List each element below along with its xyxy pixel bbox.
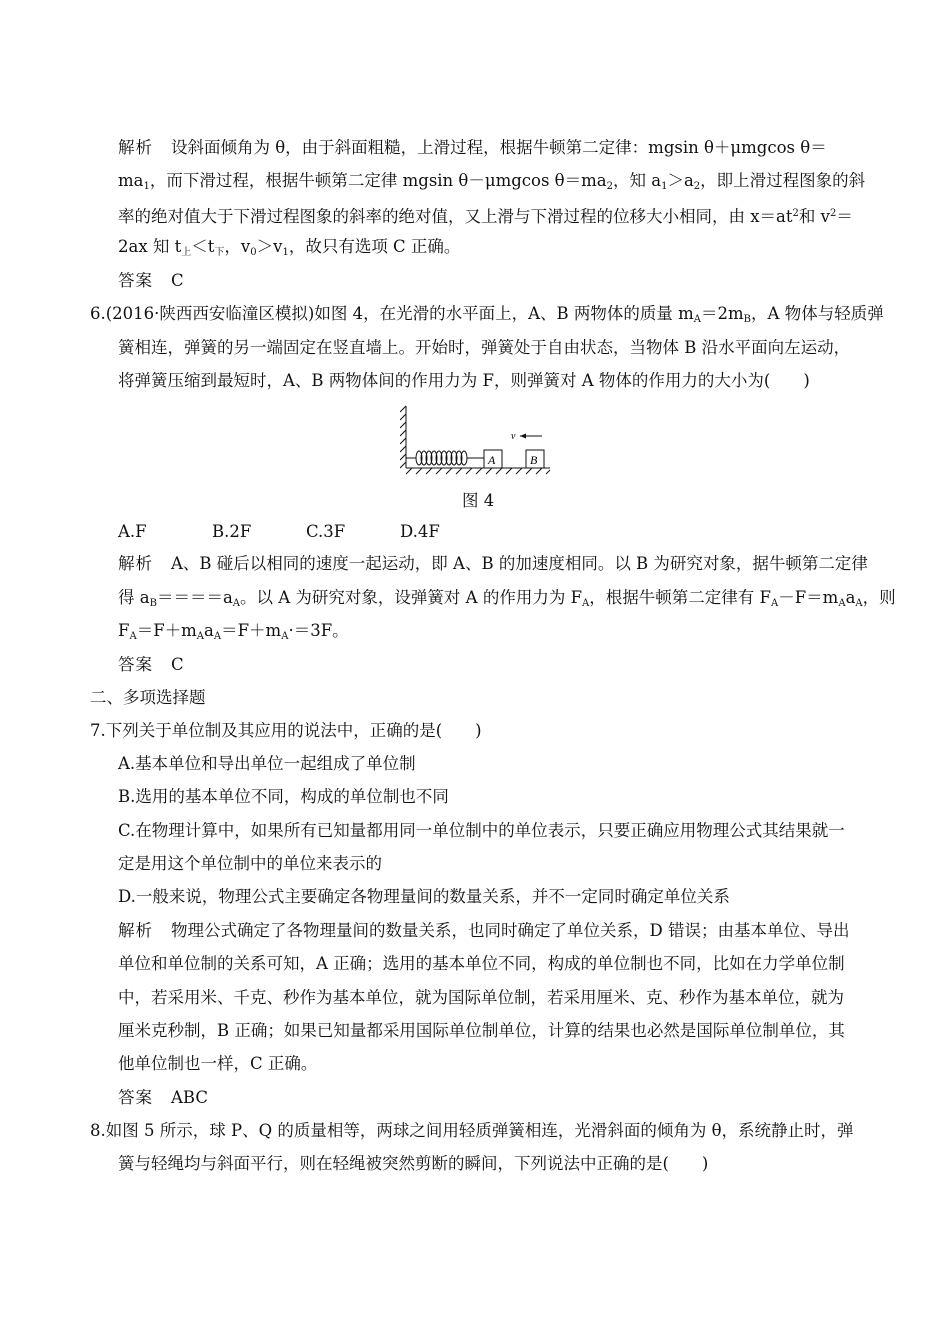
q6-stem-line-1: 6.(2016·陕西西安临潼区模拟)如图 4，在光滑的水平面上，A、B 两物体的质量 $m_A=2m_B$，A 物体与轻质弹 <box>90 304 884 325</box>
q7-analysis-line-3: 中，若采用米、千克、秒作为基本单位，就为国际单位制，若采用厘米、克、秒作为基本单位，就为 <box>118 988 844 1007</box>
q7-analysis-label: 解析 <box>118 921 153 940</box>
q5-analysis-label: 解析 <box>118 138 153 157</box>
q7-analysis-line-2: 单位和单位制的关系可知，A 正确；选用的基本单位不同，构成的单位制也不同，比如在力学单位制 <box>118 954 845 973</box>
q5-answer-label: 答案 <box>118 271 153 290</box>
q7-stem: 7.下列关于单位制及其应用的说法中，正确的是( ) <box>90 721 482 740</box>
q5-analysis-line-1: 解析 设斜面倾角为 θ，由于斜面粗糙，上滑过程，根据牛顿第二定律：mgsin θ＋μmgcos θ＝ <box>118 138 827 157</box>
q7-answer-value: ABC <box>171 1088 208 1107</box>
q6-stem-line-3: 将弹簧压缩到最短时，A、B 两物体间的作用力为 F，则弹簧对 A 物体的作用力的大小为( ) <box>118 371 810 390</box>
q7-option-c-line-1: C.在物理计算中，如果所有已知量都用同一单位制中的单位表示，只要正确应用物理公式其结果就一 <box>118 821 845 840</box>
q5-analysis-line-3: 率的绝对值大于下滑过程图象的斜率的绝对值，又上滑与下滑过程的位移大小相同，由 $x=at^2$和 $v^2=$ <box>118 207 853 226</box>
q5-analysis-line-4: 2ax 知 $t_上<t_下$，$v_0>v_1$，故只有选项 C 正确。 <box>118 237 461 258</box>
q6-stem-line-2: 簧相连，弹簧的另一端固定在竖直墙上。开始时，弹簧处于自由状态，当物体 B 沿水平面向左运动， <box>118 338 851 357</box>
q8-stem-line-2: 簧与轻绳均与斜面平行，则在轻绳被突然剪断的瞬间，下列说法中正确的是( ) <box>118 1154 709 1173</box>
q7-option-c-line-2: 定是用这个单位制中的单位来表示的 <box>118 854 382 873</box>
velocity-label: v <box>511 431 516 442</box>
q6-option-b: B.2F <box>212 522 252 541</box>
q6-answer-label: 答案 <box>118 655 153 674</box>
q5-analysis-line-2: $ma_1$，而下滑过程，根据牛顿第二定律 mgsin θ－μmgcos $\theta=ma_2$，知 $a_1>a_2$，即上滑过程图象的斜 <box>118 171 866 192</box>
q6-analysis-line-1: 解析 A、B 碰后以相同的速度一起运动，即 A、B 的加速度相同。以 B 为研究对象，据牛顿第二定律 <box>118 554 868 573</box>
q7-answer-label: 答案 <box>118 1088 153 1107</box>
q7-option-a: A.基本单位和导出单位一起组成了单位制 <box>118 754 416 773</box>
block-b-label: B <box>530 453 538 467</box>
section-2-title: 二、多项选择题 <box>90 688 206 707</box>
q8-stem-line-1: 8.如图 5 所示，球 P、Q 的质量相等，两球之间用轻质弹簧相连，光滑斜面的倾角为 θ，系统静止时，弹 <box>90 1121 854 1140</box>
q6-analysis-line-2: 得 $a_B====a_A$。以 A 为研究对象，设弹簧对 A 的作用力为 $F_A$，根据牛顿第二定律有 $F_A-F=m_Aa_A$，则 <box>118 588 896 609</box>
q6-option-c: C.3F <box>306 522 346 541</box>
q6-answer-value: C <box>171 655 184 674</box>
q6-option-d: D.4F <box>400 522 440 541</box>
figure-4-spring-diagram <box>400 404 552 476</box>
q7-analysis-line-5: 他单位制也一样，C 正确。 <box>118 1054 318 1073</box>
q7-answer <box>118 1087 208 1109</box>
spring <box>406 451 484 465</box>
q7-option-b: B.选用的基本单位不同，构成的单位制也不同 <box>118 787 449 806</box>
q7-analysis-line-1: 解析 物理公式确定了各物理量间的数量关系，也同时确定了单位关系，D 错误；由基本单位、导出 <box>118 921 850 940</box>
q5-answer <box>118 270 184 292</box>
figure-4-caption: 图 4 <box>462 491 495 510</box>
q6-options <box>118 521 494 543</box>
q6-analysis-label: 解析 <box>118 554 153 573</box>
q6-answer <box>118 654 184 676</box>
q6-option-a: A.F <box>118 522 147 541</box>
q7-analysis-line-4: 厘米克秒制，B 正确；如果已知量都采用国际单位制单位，计算的结果也必然是国际单位制单位，其 <box>118 1021 845 1040</box>
q5-answer-value: C <box>171 271 184 290</box>
q6-analysis-line-3: $F_A=F+m_Aa_A=F+m_A\cdot=3F$。 <box>118 621 349 642</box>
q7-option-d: D.一般来说，物理公式主要确定各物理量间的数量关系，并不一定同时确定单位关系 <box>118 887 730 906</box>
block-a-label: A <box>488 453 496 467</box>
